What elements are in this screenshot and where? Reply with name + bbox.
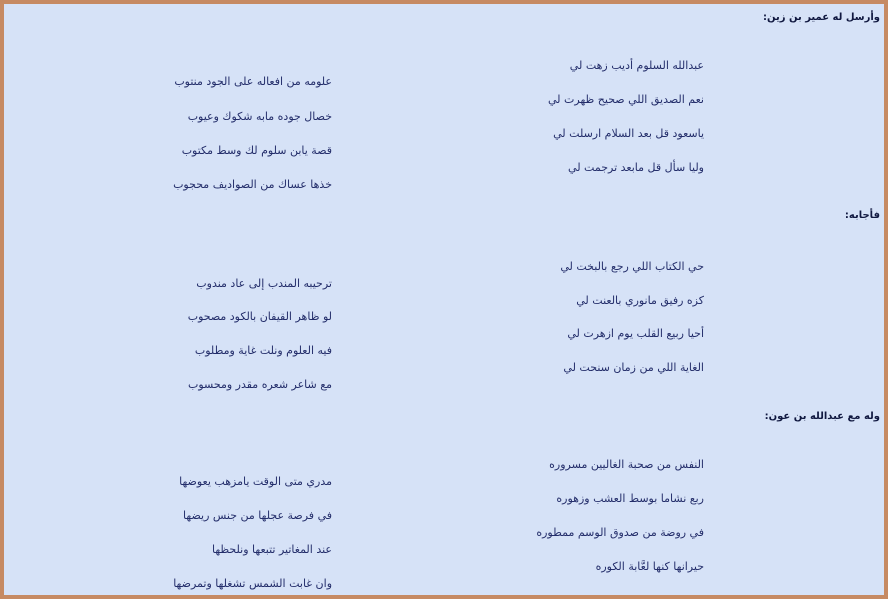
section-3-left-verse-1: مدري متى الوقت يامزهب يعوضها — [179, 475, 332, 488]
section-3-left-verse-4: وان غابت الشمس تشغلها وتمرضها — [173, 577, 332, 590]
section-1-right-verse-4: وليا سأل قل مابعد ترجمت لي — [568, 161, 704, 174]
section-2-right-verse-2: كزه رفيق مانوري بالعنت لي — [576, 294, 704, 307]
section-2-right-verse-4: الغاية اللي من زمان سنحت لي — [563, 361, 704, 374]
section-3-right-verse-3: في روضة من صدوق الوسم ممطوره — [536, 526, 704, 539]
section-2-right-verse-3: أحيا ربيع القلب يوم ازهرت لي — [567, 327, 704, 340]
page-content — [4, 4, 884, 595]
section-1-left-verse-4: خذها عساك من الصواديف محجوب — [173, 178, 332, 191]
section-2-heading: فأجابه: — [844, 210, 880, 221]
section-2-left-verse-4: مع شاعر شعره مقدر ومحسوب — [188, 378, 332, 391]
section-1-left-verse-1: علومه من افعاله على الجود منتوب — [174, 75, 332, 88]
section-3-left-verse-3: عند المغاتير تتبعها ونلحظها — [211, 543, 332, 556]
section-2-left-verse-2: لو ظاهر القيفان بالكود مصحوب — [187, 310, 332, 323]
section-2-left-verse-3: فيه العلوم ونلت غاية ومطلوب — [194, 344, 332, 357]
section-1-heading: وأرسل له عمير بن زين: — [762, 12, 880, 23]
section-1-right-verse-3: ياسعود قل بعد السلام ارسلت لي — [553, 127, 704, 140]
section-3-heading: وله مع عبدالله بن عون: — [764, 411, 880, 422]
section-2-right-verse-1: حي الكتاب اللي رجع بالبخت لي — [560, 260, 704, 273]
section-3-right-verse-2: ربع نشاما بوسط العشب وزهوره — [556, 492, 704, 505]
section-3-left-verse-2: في فرصة عجلها من جنس ريضها — [183, 509, 332, 522]
section-1-left-verse-3: قصة يابن سلوم لك وسط مكتوب — [181, 144, 332, 157]
section-2-left-verse-1: ترحيبه المندب إلى عاد مندوب — [196, 277, 332, 290]
section-1-right-verse-2: نعم الصديق اللي صحيح ظهرت لي — [548, 93, 704, 106]
section-3-right-verse-1: النفس من صحبة الغاليين مسروره — [549, 458, 704, 471]
section-1-left-verse-2: خصال جوده مابه شكوك وعيوب — [187, 110, 332, 123]
section-1-right-verse-1: عبدالله السلوم أديب زهت لي — [569, 59, 704, 72]
section-3-right-verse-4: حيرانها كنها لعَّابة الكوره — [595, 560, 704, 573]
